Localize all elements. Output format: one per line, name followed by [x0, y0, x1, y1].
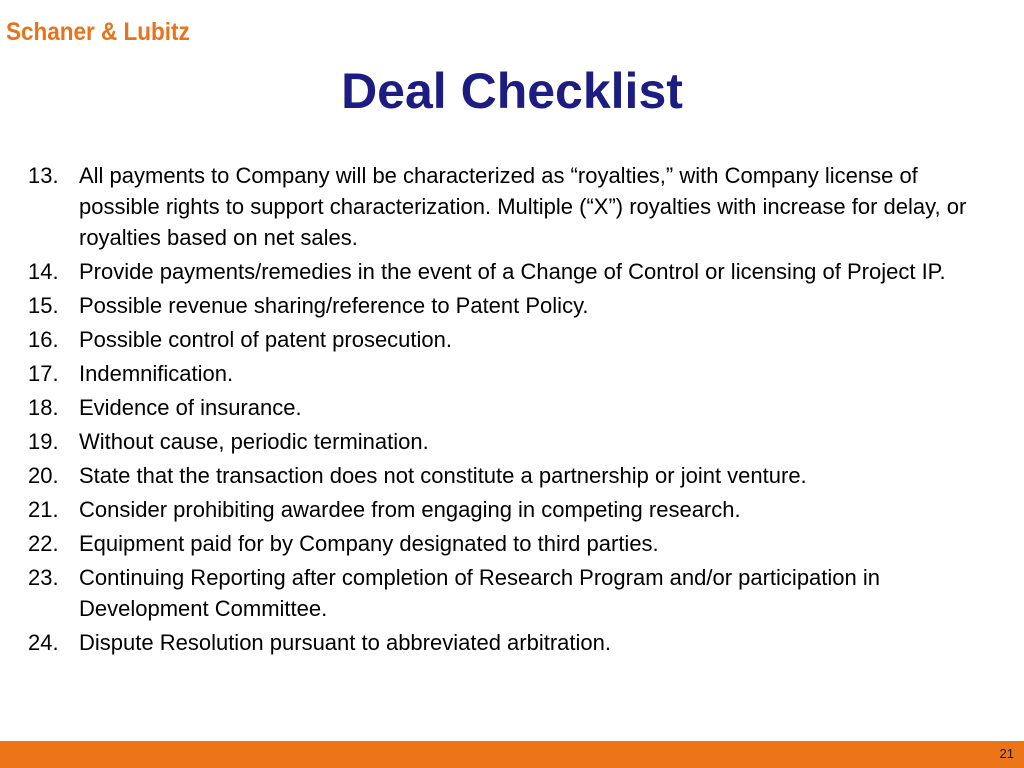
list-item	[28, 256, 998, 287]
checklist	[28, 160, 998, 661]
list-item	[28, 494, 998, 525]
list-item	[28, 160, 998, 253]
item-text: Possible revenue sharing/reference to Patent Policy.	[79, 293, 589, 318]
item-number: 14.	[28, 259, 59, 284]
item-text: Without cause, periodic termination.	[79, 429, 429, 454]
page-number: 21	[999, 746, 1014, 761]
item-number: 20.	[28, 463, 59, 488]
item-number: 18.	[28, 395, 59, 420]
item-number: 23.	[28, 565, 59, 590]
item-number: 17.	[28, 361, 59, 386]
item-text: Continuing Reporting after completion of Research Program and/or participation in Development Committee.	[79, 565, 880, 621]
item-text: Indemnification.	[79, 361, 234, 386]
item-number: 13.	[28, 163, 59, 188]
item-text: Possible control of patent prosecution.	[79, 327, 453, 352]
list-item	[28, 358, 998, 389]
list-item	[28, 627, 998, 658]
item-text: Equipment paid for by Company designated to third parties.	[79, 531, 659, 556]
item-number: 19.	[28, 429, 59, 454]
page-title: Deal Checklist	[341, 63, 683, 119]
item-text: Dispute Resolution pursuant to abbreviated arbitration.	[79, 630, 611, 655]
item-number: 24.	[28, 630, 59, 655]
list-item	[28, 324, 998, 355]
item-number: 16.	[28, 327, 59, 352]
list-item	[28, 460, 998, 491]
list-item	[28, 290, 998, 321]
item-text: All payments to Company will be characterized as “royalties,” with Company license of possible rights to support characterization. Multiple (“X”) royalties with increase for delay, or royalties based on net sales.	[79, 163, 967, 250]
item-number: 21.	[28, 497, 59, 522]
item-text: State that the transaction does not constitute a partnership or joint venture.	[79, 463, 807, 488]
item-text: Provide payments/remedies in the event of a Change of Control or licensing of Project IP.	[79, 259, 946, 284]
item-number: 22.	[28, 531, 59, 556]
list-item	[28, 426, 998, 457]
list-item	[28, 392, 998, 423]
brand-logo: Schaner & Lubitz	[6, 18, 190, 46]
item-text: Evidence of insurance.	[79, 395, 302, 420]
list-item	[28, 562, 998, 624]
item-text: Consider prohibiting awardee from engaging in competing research.	[79, 497, 741, 522]
footer-bar	[0, 741, 1024, 768]
list-item	[28, 528, 998, 559]
item-number: 15.	[28, 293, 59, 318]
